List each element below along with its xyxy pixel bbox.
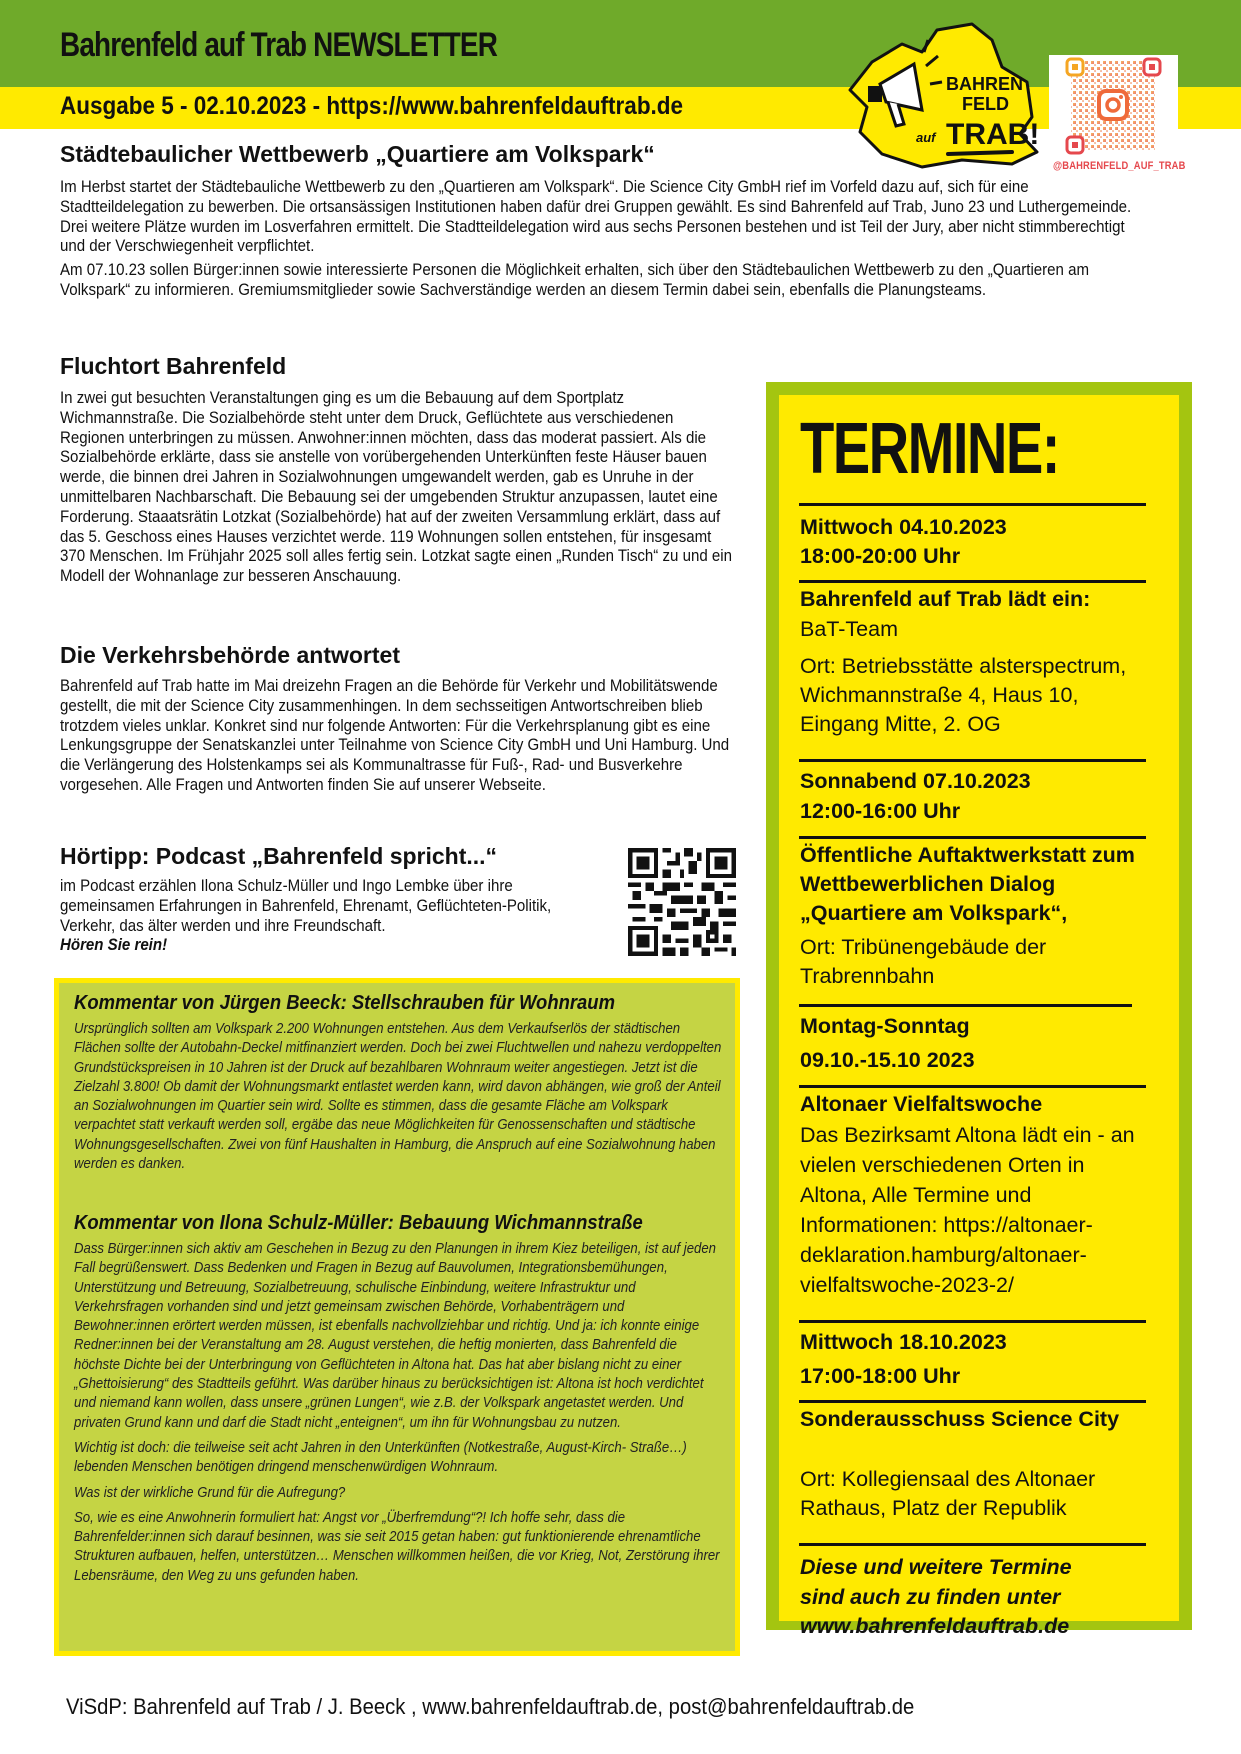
event-location: Ort: Kollegiensaal des Altonaer Rathaus, Platz der Republik <box>800 1467 1096 1520</box>
kommentar-paragraph: Dass Bürger:innen sich aktiv am Geschehen in Bezug zu den Planungen in ihrem Kiez beteiligen, ist auf jeden Fall begrüßenswert. Dass Bedenken und Fragen in Bezug auf Bauvolumen, Integrationsbemühungen, Unterstützung und Betreuung, Sozialbetreuung, schulische Einbindung, weitere Infrastruktur und Verkehrsfragen vorhanden sind und jetzt gemeinsam zwischen Behörde, Vorhabenträgern und Bewohner:innen erörtert werden müssen, ist ebenfalls nachvollziehbar und richtig. Und ja: ich konnte einige Redner:innen bei der Veranstaltung am 28. August verstehen, die heftig monierten, dass Bahrenfeld die höchste Dichte bei der Unterbringung von Geflüchteten in Altona hat. Das hat aber bislang nicht zu einer „Ghettoisierung“ des Stadtteils geführt. Was darüber hinaus zu berücksichtigen ist: Altona ist hoch verdichtet und niemand kann wollen, dass unsere „grünen Lungen“, wie z.B. der Volkspark angetastet werden. Und privaten Grund kann und darf die Stadt nicht „enteignen“, um ihn für Wohnungsbau zu nutzen. <box>74 1241 716 1431</box>
event-date: Sonnabend 07.10.2023 <box>800 769 1031 793</box>
divider <box>799 1320 1146 1323</box>
event-title: Altonaer Vielfaltswoche <box>800 1092 1043 1116</box>
article-body-verkehr <box>60 677 739 800</box>
event-detail[interactable]: Das Bezirksamt Altona lädt ein - an vielen verschiedenen Orten in Altona, Alle Termine und Informationen: https://altonaer-deklaration.hamburg/altonaer-vielfaltswoche-2023-2/ <box>800 1123 1135 1297</box>
divider <box>799 1004 1132 1007</box>
event-location: Ort: Betriebsstätte alsterspectrum, Wichmannstraße 4, Haus 10, Eingang Mitte, 2. OG <box>800 654 1127 736</box>
kommentar-paragraph: So, wie es eine Anwohnerin formuliert hat: Angst vor „Überfremdung“?! Ich hoffe sehr, dass die Bahrenfelder:innen sich darauf besinnen, was sie seit 2015 getan haben: gut funktionierende ehrenamtliche Strukturen aufbauen, helfen, unterstützen… Menschen willkommen heißen, die vor Krieg, Not, Zerstörung ihrer Lebensräume, den Weg zu uns gefunden haben. <box>74 1509 720 1584</box>
event-time: 12:00-16:00 Uhr <box>800 799 961 823</box>
footer-visdp: ViSdP: Bahrenfeld auf Trab / J. Beeck , www.bahrenfeldauftrab.de, post@bahrenfeldauftrab.de <box>66 1694 915 1719</box>
article-title-wettbewerb: Städtebaulicher Wettbewerb „Quartiere am Volkspark“ <box>60 141 655 167</box>
article-paragraph: Im Herbst startet der Städtebauliche Wettbewerb zu den „Quartieren am Volkspark“. Die Science City GmbH rief im Vorfeld dazu auf, sich für eine Stadtteildelegation zu bewerben. Die ortsansässigen Institutionen haben dafür drei Gruppen gewählt. Es sind Bahrenfeld auf Trab, Juno 23 und Luthergemeinde. Drei weitere Plätze wurden im Losverfahren ermittelt. Die Stadtteildelegation wird aus sechs Personen bestehen und ist Teil der Jury, aber nicht stimmberechtigt und der Verschwiegenheit verpflichtet. <box>60 178 1132 256</box>
issue-line[interactable]: Ausgabe 5 - 02.10.2023 - https://www.bahrenfeldauftrab.de <box>60 92 684 120</box>
event-date: Mittwoch 18.10.2023 <box>800 1330 1007 1354</box>
article-title-verkehr: Die Verkehrsbehörde antwortet <box>60 642 400 668</box>
event-time: 09.10.-15.10 2023 <box>800 1048 975 1072</box>
kommentar-title-schulz-mueller: Kommentar von Ilona Schulz-Müller: Bebauung Wichmannstraße <box>74 1211 643 1234</box>
instagram-icon <box>1099 91 1127 119</box>
kommentar-paragraph: Wichtig ist doch: die teilweise seit acht Jahren in den Unterkünften (Notkestraße, August-Kirch- Straße…) lebenden Menschen benötigen dringend menschenwürdigen Wohnraum. <box>74 1439 687 1476</box>
divider <box>799 1400 1146 1403</box>
article-body-wettbewerb <box>60 178 1148 305</box>
podcast-cta: Hören Sie rein! <box>60 936 168 955</box>
kommentar-body-schulz-mueller <box>74 1240 723 1592</box>
instagram-qr-code[interactable] <box>1049 55 1178 157</box>
divider <box>799 1085 1146 1088</box>
event-time: 17:00-18:00 Uhr <box>800 1364 961 1388</box>
kommentar-title-beeck: Kommentar von Jürgen Beeck: Stellschrauben für Wohnraum <box>74 991 615 1014</box>
logo-graphic <box>842 22 1042 170</box>
logo-text-auf: auf <box>916 130 936 145</box>
article-title-podcast: Hörtipp: Podcast „Bahrenfeld spricht...“ <box>60 843 498 869</box>
termine-footer-line: sind auch zu finden unter <box>800 1585 1061 1609</box>
kommentar-body-beeck <box>74 1020 723 1180</box>
divider <box>799 759 1146 762</box>
event-time: 18:00-20:00 Uhr <box>800 544 961 568</box>
kommentar-paragraph: Was ist der wirkliche Grund für die Aufregung? <box>74 1484 346 1501</box>
event-title: Bahrenfeld auf Trab lädt ein: <box>800 587 1091 611</box>
article-paragraph: In zwei gut besuchten Veranstaltungen ging es um die Bebauung auf dem Sportplatz Wichmannstraße. Die Sozialbehörde steht unter dem Druck, Geflüchtete aus verschiedenen Regionen unterbringen zu müssen. Anwohner:innen möchten, dass das moderat passiert. Als die Sozialbehörde erklärte, dass sie anstelle von vorübergehenden Unterkünften feste Häuser bauen werde, die binnen drei Jahren in Sozialwohnungen umgewandelt werden, gab es Unruhe in der unmittelbaren Nachbarschaft. Die Bebauung sei der umgebenden Struktur anzupassen, lautet eine Forderung. Staaatsrätin Lotzkat (Sozialbehörde) hat auf der zweiten Versammlung erklärt, dass auf das 5. Geschoss eines Hauses verzichtet werde. 119 Wohnungen sollen entstehen, für insgesamt 370 Menschen. Im Frühjahr 2025 soll alles fertig sein. Lotzkat sagte einen „Runden Tisch“ zu und ein Modell der Wohnanlage zur besseren Anschauung. <box>60 389 732 586</box>
kommentar-paragraph: Ursprünglich sollten am Volkspark 2.200 Wohnungen entstehen. Aus dem Verkaufserlös der städtischen Flächen sollte der Autobahn-Deckel mitfinanziert werden. Doch bei zwei Fluchtwellen und nahezu verdoppelten Grundstückspreisen in 10 Jahren ist der Druck auf bezahlbaren Wohnraum weiter angestiegen. Jetzt ist die Zielzahl 3.800! Ob damit der Wohnungsmarkt entlastet werden kann, wird davon abhängen, wie groß der Anteil an Sozialwohnungen im Quartier sein wird. Sollte es stimmen, dass die gesamte Fläche am Volkspark verpachtet statt verkauft werden soll, ergäbe das neue Möglichkeiten für Genossenschaften und städtische Wohnungsgesellschaften. Zwei von fünf Haushalten in Hamburg, die Anspruch auf eine Sozialwohnung haben werden es danken. <box>74 1021 722 1173</box>
article-title-fluchtort: Fluchtort Bahrenfeld <box>60 353 287 379</box>
event-date: Mittwoch 04.10.2023 <box>800 515 1007 539</box>
logo-text-feld: FELD <box>962 94 1009 114</box>
logo-text-bahren: BAHREN <box>946 74 1024 94</box>
termine-title: TERMINE: <box>800 409 1059 489</box>
podcast-qr-code[interactable] <box>628 848 736 956</box>
termine-box <box>779 395 1179 1621</box>
divider <box>799 503 1146 506</box>
logo-text-trab: TRAB! <box>946 118 1040 151</box>
termine-footer-line: Diese und weitere Termine <box>800 1555 1072 1579</box>
newsletter-title: Bahrenfeld auf Trab NEWSLETTER <box>60 26 498 64</box>
article-paragraph: Am 07.10.23 sollen Bürger:innen sowie interessierte Personen die Möglichkeit erhalten, sich über den Städtebaulichen Wettbewerb zu den „Quartieren am Volkspark“ zu informieren. Gremiumsmitglieder sowie Sachverständige werden an diesem Termin dabei sein, ebenfalls die Planungsteams. <box>60 261 1090 299</box>
divider <box>799 1543 1146 1546</box>
qr-code-icon <box>1049 55 1178 157</box>
qr-code-icon <box>628 848 736 956</box>
logo <box>842 22 1042 170</box>
instagram-handle[interactable]: @BAHRENFELD_AUF_TRAB <box>1053 160 1186 172</box>
article-paragraph: im Podcast erzählen Ilona Schulz-Müller und Ingo Lembke über ihre gemeinsamen Erfahrungen in Bahrenfeld, Ehrenamt, Geflüchteten-Politik, Verkehr, das älter werden und ihre Freundschaft. <box>60 877 552 935</box>
divider <box>799 580 1146 583</box>
termine-website-link[interactable]: www.bahrenfeldauftrab.de <box>800 1614 1070 1638</box>
event-title: Öffentliche Auftaktwerkstatt zum Wettbewerblichen Dialog „Quartiere am Volkspark“, <box>800 843 1135 925</box>
article-paragraph: Bahrenfeld auf Trab hatte im Mai dreizehn Fragen an die Behörde für Verkehr und Mobilitätswende gestellt, die mit der Science City zusammenhingen. In dem sechsseitigen Antwortschreiben blieb trotzdem vieles unklar. Konkret sind nur folgende Antworten: Für die Verkehrsplanung gibt es eine Lenkungsgruppe der Senatskanzlei unter Teilnahme von Science City GmbH und Uni Hamburg. Und die Verlängerung des Holstenkamps sei als Kommunaltrasse für Fuß-, Rad- und Busverkehre vorgesehen. Alle Fragen und Antworten finden Sie auf unserer Webseite. <box>60 677 730 794</box>
article-body-fluchtort <box>60 389 739 591</box>
event-detail: BaT-Team <box>800 617 898 641</box>
event-date: Montag-Sonntag <box>800 1014 970 1038</box>
article-body-podcast <box>60 877 599 956</box>
divider <box>799 836 1146 839</box>
event-location: Ort: Tribünengebäude der Trabrennbahn <box>800 935 1047 988</box>
event-title: Sonderausschuss Science City <box>800 1407 1120 1431</box>
